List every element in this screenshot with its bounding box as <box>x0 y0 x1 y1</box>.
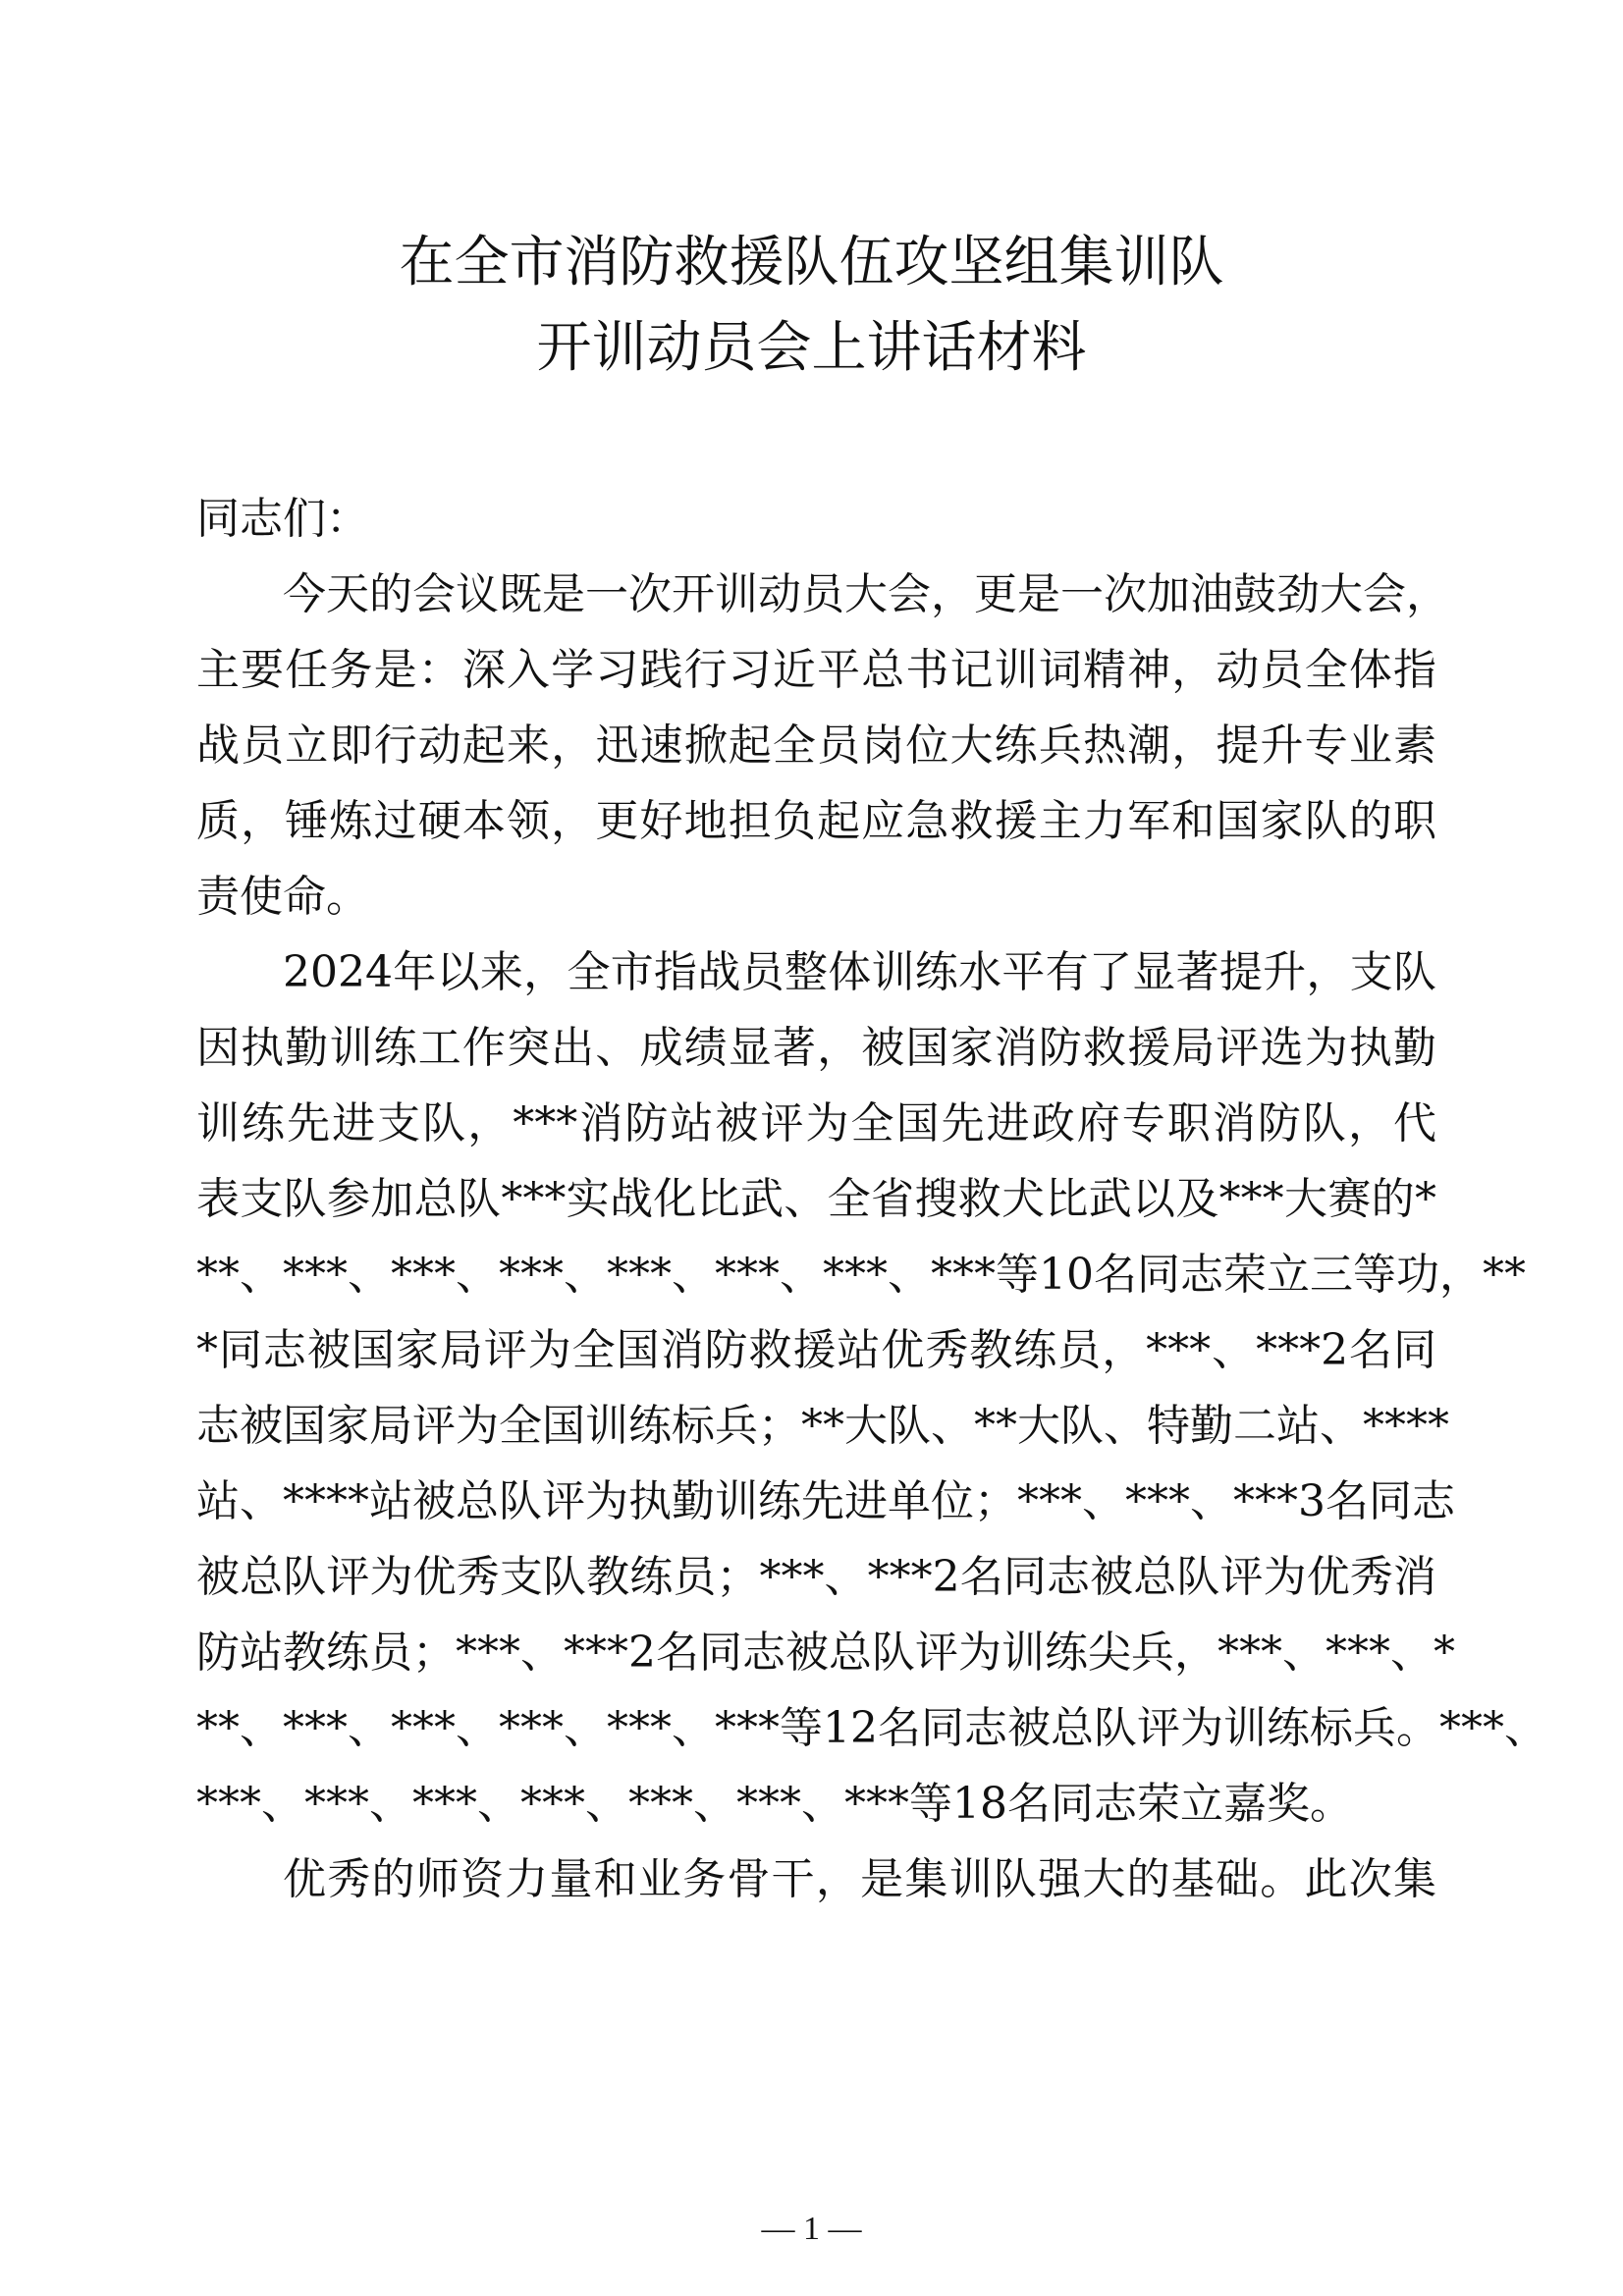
text-line: 责使命。 <box>196 872 369 922</box>
document-title-line-2: 开训动员会上讲话材料 <box>536 316 1087 380</box>
text-line: 防站教练员；***、***2名同志被总队评为训练尖兵，***、***、* <box>196 1628 1455 1678</box>
page-number: — 1 — <box>761 2211 862 2247</box>
text-line: 主要任务是：深入学习践行习近平总书记训词精神，动员全体指 <box>196 645 1436 695</box>
document-body <box>196 481 1547 1917</box>
text-line: ***、***、***、***、***、***、***等18名同志荣立嘉奖。 <box>196 1779 1353 1829</box>
text-line: **、***、***、***、***、***等12名同志被总队评为训练标兵。***、 <box>196 1703 1547 1753</box>
text-line: 优秀的师资力量和业务骨干，是集训队强大的基础。此次集 <box>283 1854 1436 1904</box>
text-line: 表支队参加总队***实战化比武、全省搜救犬比武以及***大赛的* <box>196 1174 1436 1224</box>
text-line: 同志们： <box>196 494 369 544</box>
text-line: 质，锤炼过硬本领，更好地担负起应急救援主力军和国家队的职 <box>196 796 1436 846</box>
text-line: 战员立即行动起来，迅速掀起全员岗位大练兵热潮，提升专业素 <box>196 721 1436 771</box>
text-line: 被总队评为优秀支队教练员；***、***2名同志被总队评为优秀消 <box>196 1552 1436 1602</box>
document-title-line-1: 在全市消防救援队伍攻坚组集训队 <box>399 231 1224 294</box>
text-line: 志被国家局评为全国训练标兵；**大队、**大队、特勤二站、**** <box>196 1401 1449 1451</box>
text-line: 今天的会议既是一次开训动员大会，更是一次加油鼓劲大会， <box>283 569 1449 619</box>
text-line: 训练先进支队，***消防站被评为全国先进政府专职消防队，代 <box>196 1098 1436 1148</box>
text-line: 因执勤训练工作突出、成绩显著，被国家消防救援局评选为执勤 <box>196 1023 1436 1073</box>
text-line: 2024年以来，全市指战员整体训练水平有了显著提升，支队 <box>283 947 1436 997</box>
text-line: *同志被国家局评为全国消防救援站优秀教练员，***、***2名同 <box>196 1325 1436 1375</box>
text-line: **、***、***、***、***、***、***、***等10名同志荣立三等功，** <box>196 1250 1526 1300</box>
text-line: 站、****站被总队评为执勤训练先进单位；***、***、***3名同志 <box>196 1476 1455 1526</box>
